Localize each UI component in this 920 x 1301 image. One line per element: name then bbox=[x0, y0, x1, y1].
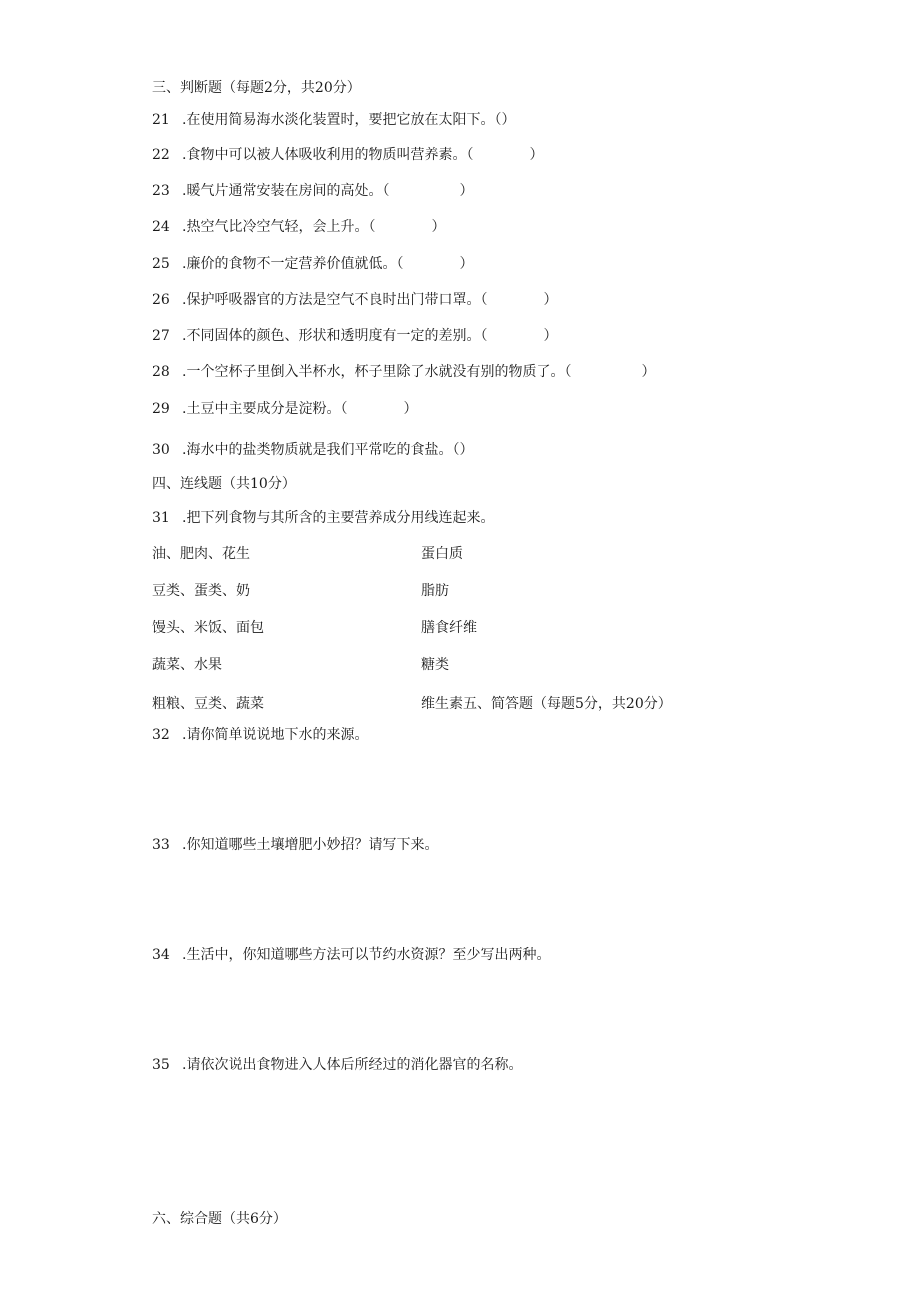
question-text: .你知道哪些土壤增肥小妙招？请写下来。 bbox=[182, 837, 439, 853]
question-text: .食物中可以被人体吸收利用的物质叫营养素。（ ） bbox=[182, 147, 544, 163]
section-4-heading: 四、连线题（共10分） bbox=[152, 476, 296, 492]
question-23 bbox=[152, 182, 473, 200]
nutrient-item: 糖类 bbox=[421, 657, 449, 673]
food-item: 粗粮、豆类、蔬菜 bbox=[152, 696, 264, 712]
question-text: .廉价的食物不一定营养价值就低。（ ） bbox=[182, 256, 474, 272]
question-number: 35 bbox=[152, 1057, 170, 1073]
question-text: .把下列食物与其所含的主要营养成分用线连起来。 bbox=[182, 510, 495, 526]
question-31 bbox=[152, 509, 494, 527]
question-text: .保护呼吸器官的方法是空气不良时出门带口罩。（ ） bbox=[182, 292, 558, 308]
question-24 bbox=[152, 218, 445, 236]
question-26 bbox=[152, 291, 557, 309]
question-number: 30 bbox=[152, 442, 170, 458]
match-row-2 bbox=[152, 582, 250, 600]
question-29 bbox=[152, 400, 417, 418]
question-33 bbox=[152, 836, 438, 854]
question-number: 34 bbox=[152, 947, 170, 963]
food-item: 油、肥肉、花生 bbox=[152, 546, 250, 562]
question-number: 32 bbox=[152, 727, 170, 743]
question-22 bbox=[152, 146, 543, 164]
nutrient-item: 脂肪 bbox=[421, 583, 449, 599]
question-number: 28 bbox=[152, 364, 170, 380]
section-3-heading: 三、判断题（每题2分，共20分） bbox=[152, 80, 361, 96]
question-number: 27 bbox=[152, 328, 170, 344]
match-row-4 bbox=[152, 656, 222, 674]
question-27 bbox=[152, 327, 557, 345]
question-number: 33 bbox=[152, 837, 170, 853]
food-item: 馒头、米饭、面包 bbox=[152, 620, 264, 636]
section-6-heading: 六、综合题（共6分） bbox=[152, 1211, 287, 1227]
question-number: 24 bbox=[152, 219, 170, 235]
question-28 bbox=[152, 363, 655, 381]
question-text: .请依次说出食物进入人体后所经过的消化器官的名称。 bbox=[182, 1057, 523, 1073]
question-number: 22 bbox=[152, 147, 170, 163]
question-text: .土豆中主要成分是淀粉。（ ） bbox=[182, 401, 418, 417]
food-item: 蔬菜、水果 bbox=[152, 657, 222, 673]
nutrient-item: 膳食纤维 bbox=[421, 620, 477, 636]
question-text: .请你简单说说地下水的来源。 bbox=[182, 727, 369, 743]
question-text: .不同固体的颜色、形状和透明度有一定的差别。（ ） bbox=[182, 328, 558, 344]
food-item: 豆类、蛋类、奶 bbox=[152, 583, 250, 599]
match-row-1 bbox=[152, 545, 250, 563]
question-number: 31 bbox=[152, 510, 170, 526]
question-text: .一个空杯子里倒入半杯水，杯子里除了水就没有别的物质了。（ ） bbox=[182, 364, 656, 380]
nutrient-item: 蛋白质 bbox=[421, 546, 463, 562]
question-text: .热空气比冷空气轻，会上升。（ ） bbox=[182, 219, 446, 235]
question-text: .海水中的盐类物质就是我们平常吃的食盐。（） bbox=[182, 442, 474, 458]
match-row-5 bbox=[152, 695, 264, 713]
question-number: 26 bbox=[152, 292, 170, 308]
question-text: .在使用简易海水淡化装置时，要把它放在太阳下。（） bbox=[182, 112, 516, 128]
question-32 bbox=[152, 726, 368, 744]
question-text: .暖气片通常安装在房间的高处。（ ） bbox=[182, 183, 474, 199]
question-34 bbox=[152, 946, 550, 964]
question-number: 23 bbox=[152, 183, 170, 199]
question-number: 29 bbox=[152, 401, 170, 417]
match-row-3 bbox=[152, 619, 264, 637]
question-number: 25 bbox=[152, 256, 170, 272]
question-35 bbox=[152, 1056, 522, 1074]
question-21 bbox=[152, 111, 515, 129]
question-30 bbox=[152, 441, 473, 459]
question-number: 21 bbox=[152, 112, 170, 128]
nutrient-item: 维生素五、简答题（每题5分，共20分） bbox=[421, 696, 672, 712]
question-text: .生活中，你知道哪些方法可以节约水资源？至少写出两种。 bbox=[182, 947, 551, 963]
question-25 bbox=[152, 255, 473, 273]
